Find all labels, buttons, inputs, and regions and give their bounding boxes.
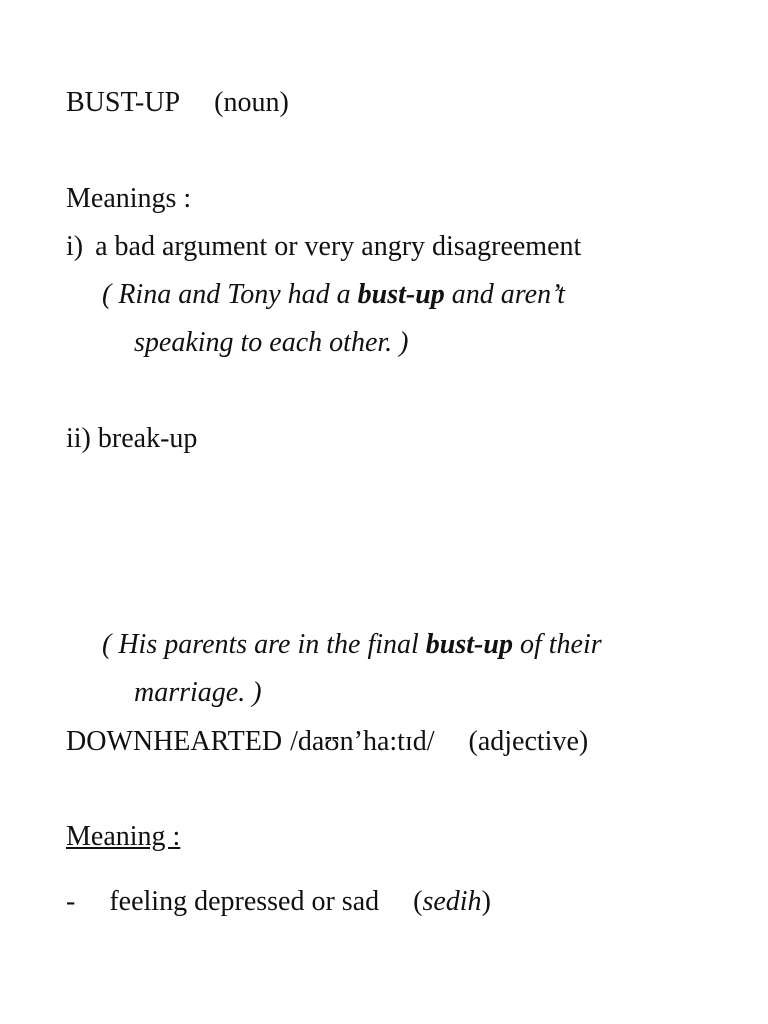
meanings-label: Meanings : xyxy=(66,183,192,214)
part-of-speech: (adjective) xyxy=(468,726,589,757)
example-sentence-2-line-2: marriage. ) xyxy=(134,677,262,708)
example-highlight: bust-up xyxy=(425,629,513,660)
list-dash: - xyxy=(66,886,76,917)
meaning-number: i) xyxy=(66,231,84,262)
entry-heading-bust-up xyxy=(66,86,289,120)
example-sentence-1-line-2: speaking to each other. ) xyxy=(134,327,409,358)
translation-open: ( xyxy=(413,886,423,917)
meaning-item-downhearted xyxy=(66,885,491,919)
meaning-text: a bad argument or very angry disagreement xyxy=(95,231,582,262)
part-of-speech: (noun) xyxy=(214,87,289,118)
translation-text: sedih xyxy=(422,886,482,917)
meaning-number: ii) xyxy=(66,423,91,454)
headword: DOWNHEARTED xyxy=(66,726,283,757)
example-text: of their xyxy=(512,629,602,660)
meaning-text: feeling depressed or sad xyxy=(109,886,380,917)
meaning-item-2 xyxy=(66,422,197,456)
headword: BUST-UP xyxy=(66,87,181,118)
meaning-text: break-up xyxy=(97,423,198,454)
entry-heading-downhearted xyxy=(66,725,588,759)
example-text: and aren’t xyxy=(444,279,566,310)
example-text: ( Rina and Tony had a xyxy=(102,279,358,310)
translation-close: ) xyxy=(481,886,491,917)
example-sentence-1-line-1 xyxy=(102,278,565,312)
example-sentence-2-line-1 xyxy=(102,628,602,662)
pronunciation: /daʊn’ha:tɪd/ xyxy=(290,726,435,757)
meaning-item-1 xyxy=(66,230,581,264)
example-highlight: bust-up xyxy=(357,279,445,310)
example-text: ( His parents are in the final xyxy=(102,629,426,660)
meaning-label: Meaning : xyxy=(66,821,181,852)
